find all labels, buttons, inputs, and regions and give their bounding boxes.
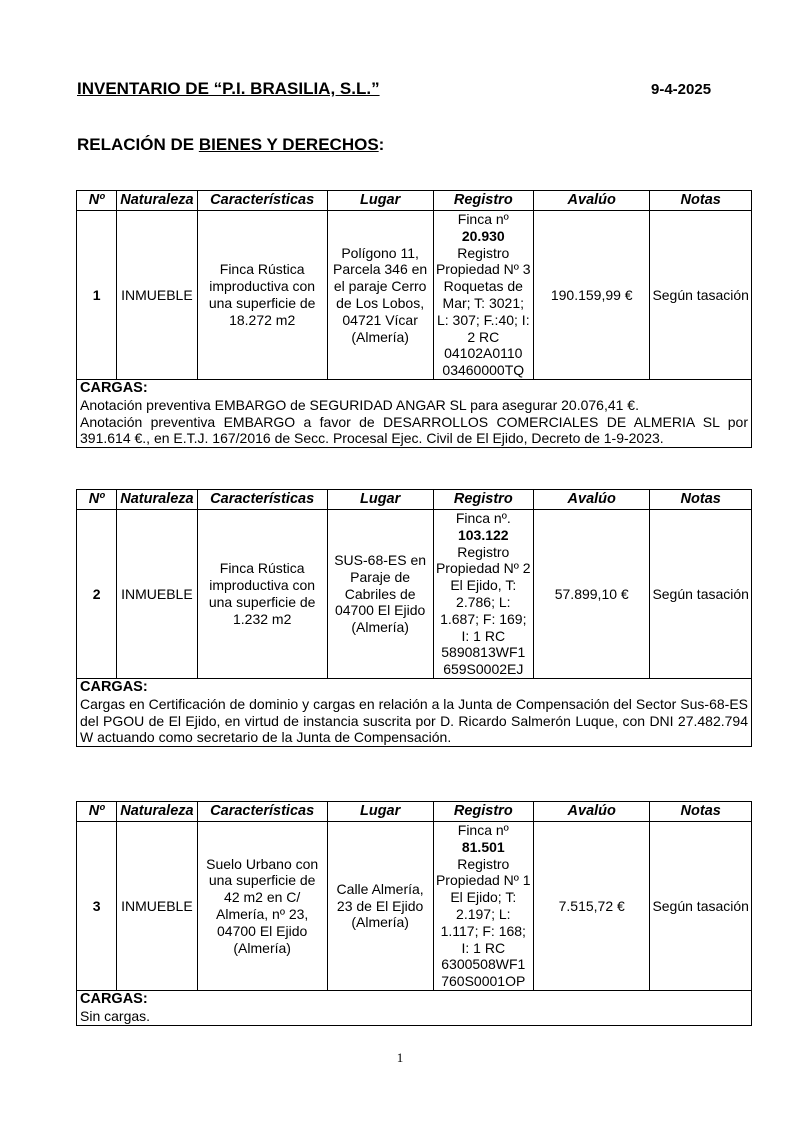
col-header-registro: Registro	[433, 802, 534, 822]
col-header-lugar: Lugar	[327, 802, 433, 822]
item-lugar: Calle Almería, 23 de El Ejido (Almería)	[327, 822, 433, 991]
table-row	[77, 211, 752, 380]
item-caracteristicas: Suelo Urbano con una superficie de 42 m2 en C/ Almería, nº 23, 04700 El Ejido (Almería)	[197, 822, 327, 991]
registro-prefix: Finca nº	[457, 822, 509, 838]
registro-prefix: Finca nº.	[455, 510, 511, 526]
item-number: 3	[77, 822, 117, 991]
section-heading-prefix: RELACIÓN DE	[77, 135, 199, 154]
item-notas: Según tasación	[650, 822, 752, 991]
document-date: 9-4-2025	[651, 81, 712, 98]
registro-details: Registro Propiedad Nº 2 El Ejido, T: 2.786; L: 1.687; F: 169; I: 1 RC 5890813WF1 659S0002EJ	[435, 543, 531, 678]
section-heading-underlined: BIENES Y DERECHOS	[198, 135, 379, 154]
col-header-caracteristicas: Características	[197, 802, 327, 822]
table-row	[77, 510, 752, 679]
registro-finca-number: 20.930	[461, 227, 505, 244]
table-header-row	[77, 802, 752, 822]
item-notas: Según tasación	[650, 510, 752, 679]
cargas-cell	[77, 990, 752, 1025]
col-header-naturaleza: Naturaleza	[117, 490, 197, 510]
table-header-row	[77, 490, 752, 510]
table-header-row	[77, 191, 752, 211]
inventory-table-2	[76, 489, 752, 747]
col-header-registro: Registro	[433, 490, 534, 510]
cargas-cell	[77, 379, 752, 447]
cargas-title: CARGAS:	[80, 990, 148, 1007]
registro-finca-number: 103.122	[457, 526, 509, 543]
item-naturaleza: INMUEBLE	[117, 822, 197, 991]
item-number: 2	[77, 510, 117, 679]
col-header-num: Nº	[77, 490, 117, 510]
cargas-row	[77, 678, 752, 746]
col-header-lugar: Lugar	[327, 490, 433, 510]
document-title: INVENTARIO DE “P.I. BRASILIA, S.L.”	[77, 79, 380, 98]
col-header-caracteristicas: Características	[197, 191, 327, 211]
item-registro	[433, 510, 534, 679]
col-header-avaluo: Avalúo	[534, 802, 650, 822]
page-number: 1	[396, 1050, 404, 1065]
item-number: 1	[77, 211, 117, 380]
item-lugar: Polígono 11, Parcela 346 en el paraje Cerro de Los Lobos, 04721 Vícar (Almería)	[327, 211, 433, 380]
col-header-lugar: Lugar	[327, 191, 433, 211]
item-avaluo: 7.515,72 €	[534, 822, 650, 991]
col-header-caracteristicas: Características	[197, 490, 327, 510]
cargas-line: Sin cargas.	[80, 1007, 151, 1024]
item-caracteristicas: Finca Rústica improductiva con una superficie de 18.272 m2	[197, 211, 327, 380]
col-header-avaluo: Avalúo	[534, 191, 650, 211]
col-header-notas: Notas	[650, 191, 752, 211]
section-heading	[77, 135, 384, 155]
registro-finca-number: 81.501	[461, 838, 505, 855]
registro-prefix: Finca nº	[457, 211, 509, 227]
section-heading-suffix: :	[378, 135, 385, 154]
cargas-line: Cargas en Certificación de dominio y cargas en relación a la Junta de Compensación del Sector Sus-68-ES del PGOU de El Ejido, en virtud de instancia suscrita por D. Ricardo Salmerón Luque, con DNI 27.482.794 W actuando como secretario de la Junta de Compensación.	[80, 695, 748, 746]
inventory-table-3	[76, 801, 752, 1026]
item-naturaleza: INMUEBLE	[117, 211, 197, 380]
cargas-row	[77, 990, 752, 1025]
item-lugar: SUS-68-ES en Paraje de Cabriles de 04700 El Ejido (Almería)	[327, 510, 433, 679]
item-avaluo: 57.899,10 €	[534, 510, 650, 679]
col-header-naturaleza: Naturaleza	[117, 802, 197, 822]
item-registro	[433, 822, 534, 991]
cargas-cell	[77, 678, 752, 746]
item-avaluo: 190.159,99 €	[534, 211, 650, 380]
col-header-num: Nº	[77, 191, 117, 211]
col-header-avaluo: Avalúo	[534, 490, 650, 510]
item-caracteristicas: Finca Rústica improductiva con una superficie de 1.232 m2	[197, 510, 327, 679]
item-registro	[433, 211, 534, 380]
col-header-num: Nº	[77, 802, 117, 822]
inventory-table-1	[76, 190, 752, 448]
item-notas: Según tasación	[650, 211, 752, 380]
cargas-line: Anotación preventiva EMBARGO a favor de DESARROLLOS COMERCIALES DE ALMERIA SL por 391.614 €., en E.T.J. 167/2016 de Secc. Procesal Ejec. Civil de El Ejido, Decreto de 1-9-2023.	[80, 413, 748, 447]
registro-details: Registro Propiedad Nº 1 El Ejido; T: 2.197; L: 1.117; F: 168; I: 1 RC 6300508WF1 760S0001OP	[435, 855, 531, 990]
col-header-naturaleza: Naturaleza	[117, 191, 197, 211]
cargas-title: CARGAS:	[80, 678, 148, 695]
item-naturaleza: INMUEBLE	[117, 510, 197, 679]
col-header-notas: Notas	[650, 490, 752, 510]
cargas-line: Anotación preventiva EMBARGO de SEGURIDAD ANGAR SL para asegurar 20.076,41 €.	[80, 396, 639, 413]
cargas-row	[77, 379, 752, 447]
col-header-notas: Notas	[650, 802, 752, 822]
table-row	[77, 822, 752, 991]
registro-details: Registro Propiedad Nº 3 Roquetas de Mar; T: 3021; L: 307; F.:40; I: 2 RC 04102A0110 03460000TQ	[435, 244, 531, 379]
col-header-registro: Registro	[433, 191, 534, 211]
cargas-title: CARGAS:	[80, 379, 148, 396]
